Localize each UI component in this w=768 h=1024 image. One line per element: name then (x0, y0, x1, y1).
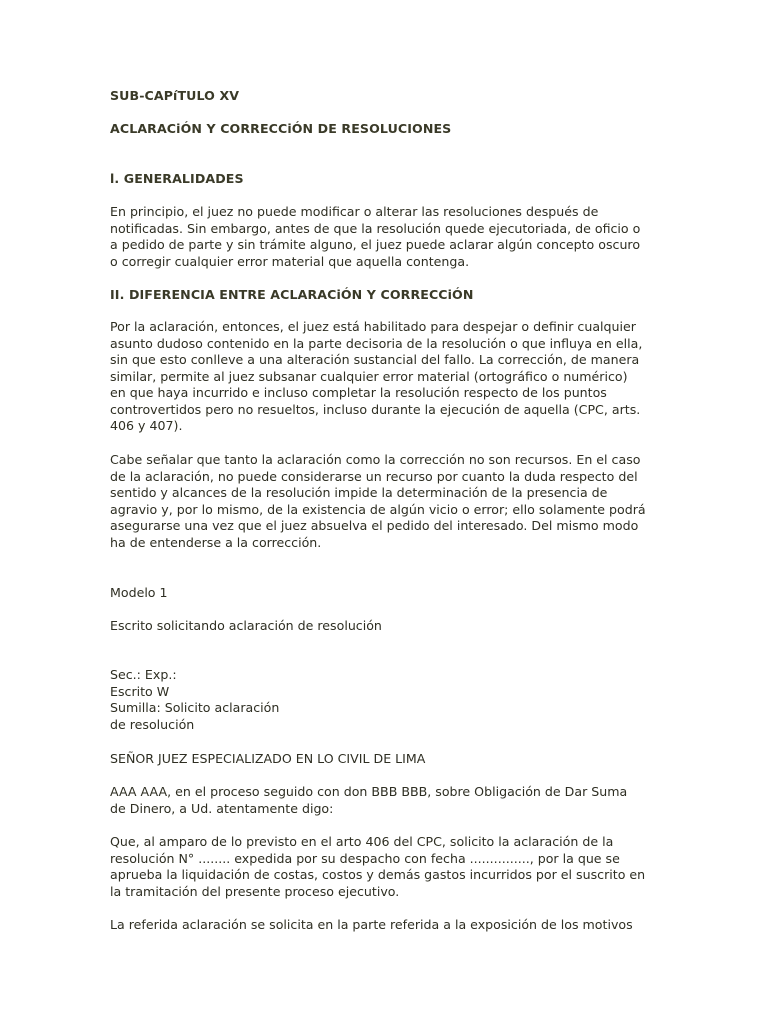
section1-title: l. GENERALIDADES (110, 171, 244, 186)
text-line: controvertidos pero no resueltos, incluso durante la ejecución de aquella (CPC, arts. (110, 401, 641, 417)
text-line: La referida aclaración se solicita en la parte referida a la exposición de los motivos (110, 917, 633, 932)
text-line: asunto dudoso contenido en la parte decisoria de la resolución o que influya en ella, (110, 335, 643, 351)
section2-title: II. DIFERENCIA ENTRE ACLARACiÓN Y CORRECCiÓN (110, 287, 474, 302)
subchapter-heading: SUB-CAPíTULO XV (110, 88, 240, 103)
text-line: ha de entenderse a la corrección. (110, 534, 322, 550)
text-line: de Dinero, a Ud. atentamente digo: (110, 800, 334, 816)
text-line: o corregir cualquier error material que aquella contenga. (110, 253, 470, 269)
text-line: de la aclaración, no puede considerarse un recurso por cuanto la duda respecto del (110, 468, 638, 484)
model-label: Modelo 1 (110, 585, 168, 600)
text-line: AAA AAA, en el proceso seguido con don BBB BBB, sobre Obligación de Dar Suma (110, 784, 628, 799)
text-line: Que, al amparo de lo previsto en el arto 406 del CPC, solicito la aclaración de la (110, 834, 614, 849)
body-paragraph-1 (110, 834, 670, 900)
header-line: Escrito W (110, 683, 170, 699)
text-line: 406 y 407). (110, 418, 183, 433)
text-line: Por la aclaración, entonces, el juez está habilitado para despejar o definir cualquier (110, 319, 636, 334)
text-line: aprueba la liquidación de costas, costos y demás gastos incurridos por el suscrito en (110, 867, 646, 882)
text-line: en que haya incurrido e incluso completar la resolución respecto de los puntos (110, 385, 607, 400)
section2-paragraph-2 (110, 452, 670, 551)
header-line: Sec.: Exp.: (110, 667, 177, 682)
text-line: la tramitación del presente proceso ejecutivo. (110, 883, 400, 899)
header-line: de resolución (110, 716, 195, 732)
header-line: Sumilla: Solicito aclaración (110, 700, 280, 715)
text-line: agravio y, por lo mismo, de la existencia de algún vicio o error; ello solamente podrá (110, 501, 646, 517)
model-title: Escrito solicitando aclaración de resolución (110, 618, 382, 633)
text-line: Cabe señalar que tanto la aclaración como la corrección no son recursos. En el caso (110, 452, 641, 467)
section2-paragraph-1 (110, 319, 670, 435)
text-line: asegurarse una vez que el juez absuelva el pedido del interesado. Del mismo modo (110, 518, 639, 533)
text-line: sin que esto conlleve a una alteración sustancial del fallo. La corrección, de manera (110, 352, 640, 367)
section1-paragraph (110, 204, 670, 270)
chapter-title: ACLARACiÓN Y CORRECCiÓN DE RESOLUCIONES (110, 121, 452, 136)
addressee: SEÑOR JUEZ ESPECIALIZADO EN LO CIVIL DE LIMA (110, 751, 426, 766)
text-line: notificadas. Sin embargo, antes de que la resolución quede ejecutoriada, de oficio o (110, 220, 641, 236)
text-line: similar, permite al juez subsanar cualquier error material (ortográfico o numérico) (110, 368, 628, 384)
text-line: En principio, el juez no puede modificar o alterar las resoluciones después de (110, 204, 599, 219)
writ-header (110, 667, 670, 733)
intro-paragraph (110, 784, 670, 817)
text-line: sentido y alcances de la resolución impide la determinación de la presencia de (110, 485, 608, 500)
body-paragraph-2 (110, 917, 670, 934)
text-line: a pedido de parte y sin trámite alguno, el juez puede aclarar algún concepto oscuro (110, 237, 641, 252)
text-line: resolución N° ........ expedida por su despacho con fecha ..............., por la que se (110, 850, 620, 866)
